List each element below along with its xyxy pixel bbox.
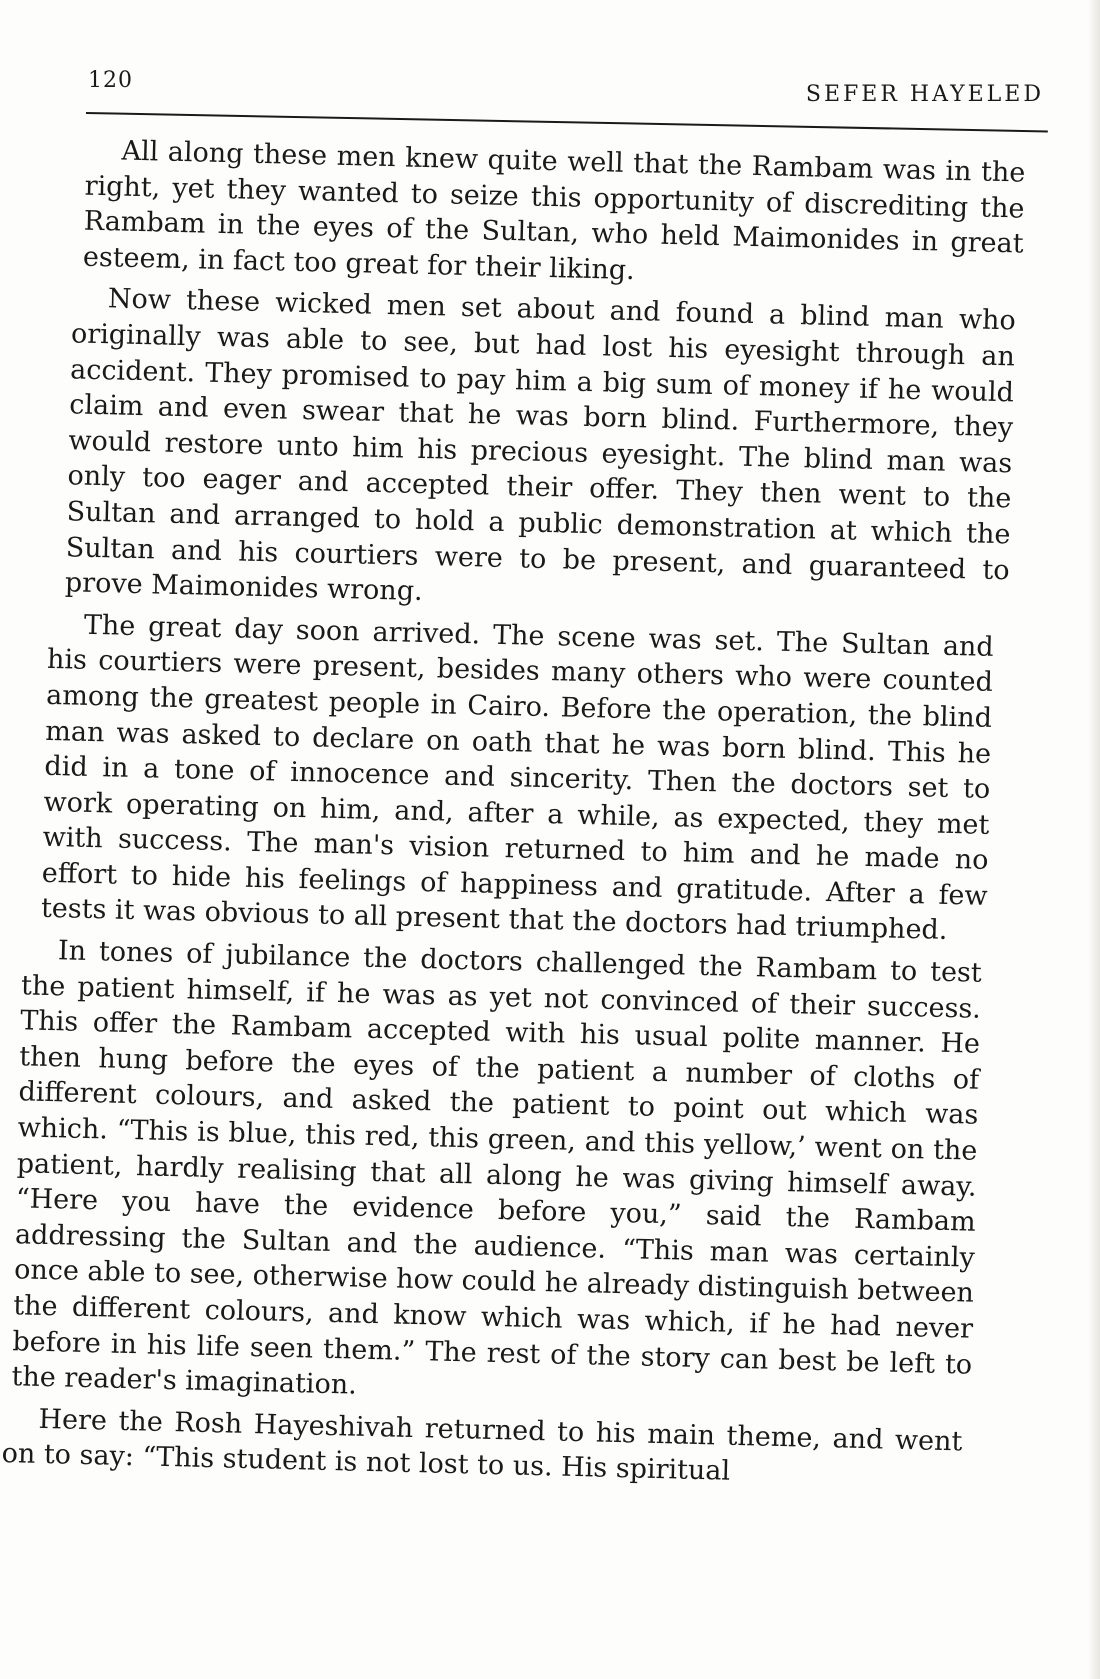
paragraph: Here the Rosh Hayeshivah returned to his main theme, and went on to say: “This student is not lost to us. His spiritual: [1, 1403, 963, 1488]
page-number: 120: [88, 68, 133, 93]
running-head: [84, 60, 1044, 120]
paragraph: All along these men knew quite well that the Rambam was in the right, yet they wanted to seize this opportunity of discrediting the Rambam in the eyes of the Sultan, who held Maimonides in great esteem, in fact too great for their liking.: [82, 135, 1026, 286]
paragraph: Now these wicked men set about and found a blind man who originally was able to see, but had lost his eyesight through an accident. They promised to pay him a big sum of money if he would claim and even swear that he was born blind. Furthermore, they would restore unto him his precious eyesight. The blind man was only too eager and accepted their offer. They then went to the Sultan and arranged to hold a public demonstration at which the Sultan and his courtiers were to be present, and guaranteed to prove Maimonides wrong.: [64, 283, 1017, 608]
paragraph: The great day soon arrived. The scene was set. The Sultan and his courtiers were present, besides many others who were counted among the greatest people in Cairo. Before the operation, the blind man was asked to declare on oath that he was born blind. This he did in a tone of innocence and sincerity. Then the doctors set to work operating on him, and, after a while, as expected, they met with success. The man's vision returned to him and he made no effort to hide his feelings of happiness and gratitude. After a few tests it was obvious to all present that the doctors had triumphed.: [40, 609, 995, 947]
scan-edge-shadow: [1088, 0, 1100, 1679]
paragraph: In tones of jubilance the doctors challenged the Rambam to test the patient himself, if he was as yet not convinced of their success. This offer the Rambam accepted with his usual polite manner. He then hung before the eyes of the patient a number of cloths of different colours, and asked the patient to point out which was which. “This is blue, this red, this green, and this yellow,’ went on the patient, hardly realising that all along he was giving himself away. “Here you have the evidence before you,” said the Rambam addressing the Sultan and the audience. “This man was certainly once able to see, otherwise how could he already distinguish between the different colours, and know which was which, if he had never before in his life seen them.” The rest of the story can best be left to the reader's imagination.: [11, 935, 983, 1401]
running-title: SEFER HAYELED: [805, 82, 1044, 107]
body-text: [1, 132, 1040, 1503]
